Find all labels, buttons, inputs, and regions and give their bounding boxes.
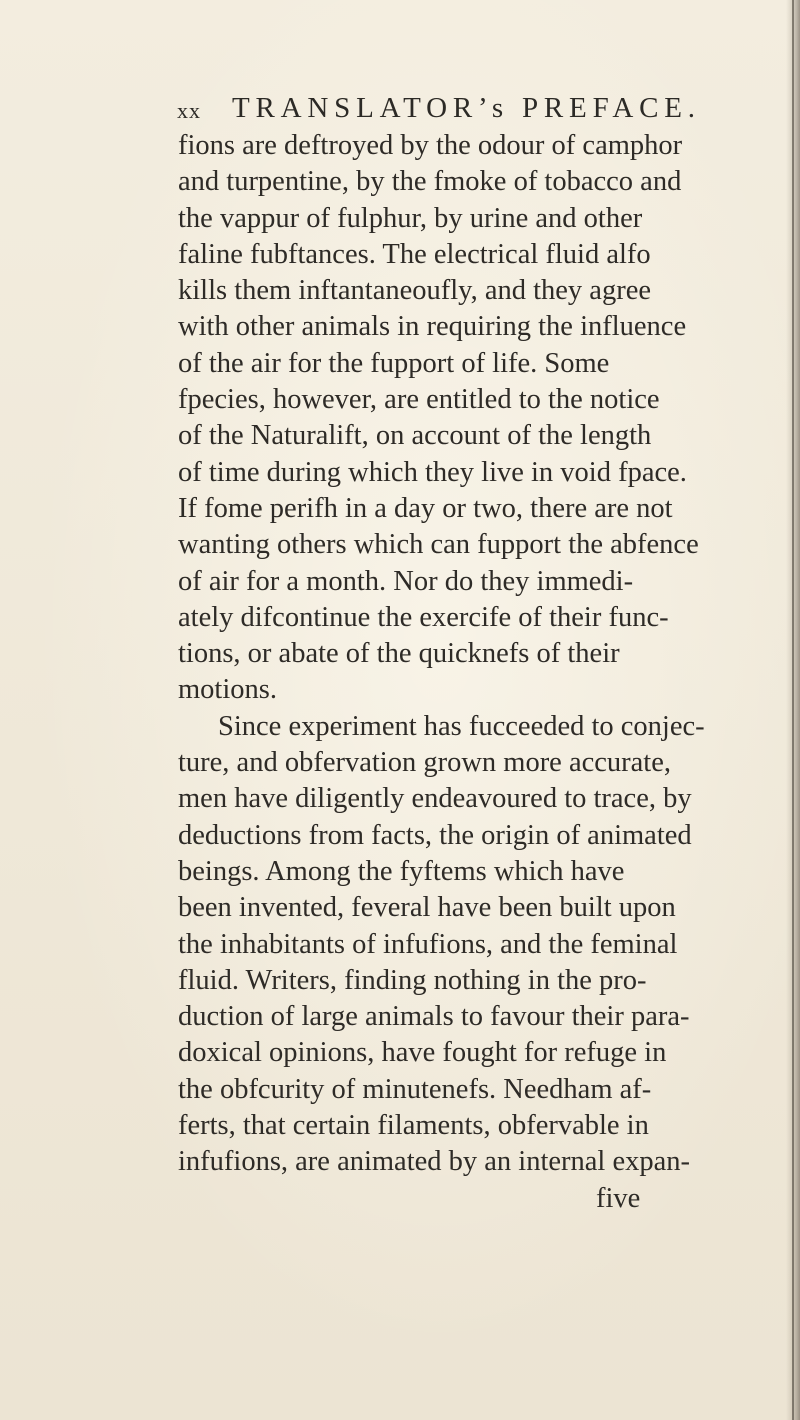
text-line: tions, or abate of the quicknefs of their [178, 638, 620, 670]
text-line: duction of large animals to favour their para- [178, 1001, 690, 1033]
text-line: ately difcontinue the exercife of their func- [178, 601, 669, 633]
text-line: men have diligently endeavoured to trace, by [178, 783, 692, 815]
text-line: of time during which they live in void fpace. [178, 456, 687, 488]
page-header [0, 92, 800, 132]
text-line: doxical opinions, have fought for refuge in [178, 1037, 667, 1069]
running-title: TRANSLATOR’s PREFACE. [232, 92, 701, 124]
text-line: kills them inftantaneoufly, and they agree [178, 275, 651, 307]
body-text [178, 128, 798, 1217]
text-line: faline fubftances. The electrical fluid alfo [178, 238, 651, 270]
text-line: fluid. Writers, finding nothing in the pro- [178, 964, 647, 996]
text-line: the inhabitants of infufions, and the feminal [178, 928, 678, 960]
text-line: ferts, that certain filaments, obfervable in [178, 1110, 649, 1142]
paragraph-start-line: Since experiment has fucceeded to conjec- [218, 710, 705, 742]
text-line: with other animals in requiring the influence [178, 311, 687, 343]
text-line: and turpentine, by the fmoke of tobacco and [178, 166, 682, 198]
text-line: fions are deftroyed by the odour of camphor [178, 130, 683, 161]
page-number: xx [177, 98, 201, 123]
text-line: deductions from facts, the origin of animated [178, 819, 692, 851]
text-line: infufions, are animated by an internal expan- [178, 1146, 691, 1178]
text-line: the vappur of fulphur, by urine and other [178, 202, 643, 234]
text-line: of air for a month. Nor do they immedi- [178, 565, 634, 597]
text-line: motions. [178, 674, 277, 706]
text-line: beings. Among the fyftems which have [178, 855, 625, 887]
text-line: of the air for the fupport of life. Some [178, 347, 610, 379]
text-line: of the Naturalift, on account of the length [178, 420, 652, 452]
catchword: five [596, 1182, 641, 1214]
text-line: fpecies, however, are entitled to the notice [178, 384, 660, 416]
text-line: wanting others which can fupport the abfence [178, 529, 699, 561]
text-line: the obfcurity of minutenefs. Needham af- [178, 1073, 652, 1105]
text-line: If fome perifh in a day or two, there are not [178, 492, 673, 524]
text-line: been invented, feveral have been built upon [178, 892, 676, 924]
text-line: ture, and obfervation grown more accurate, [178, 747, 671, 779]
